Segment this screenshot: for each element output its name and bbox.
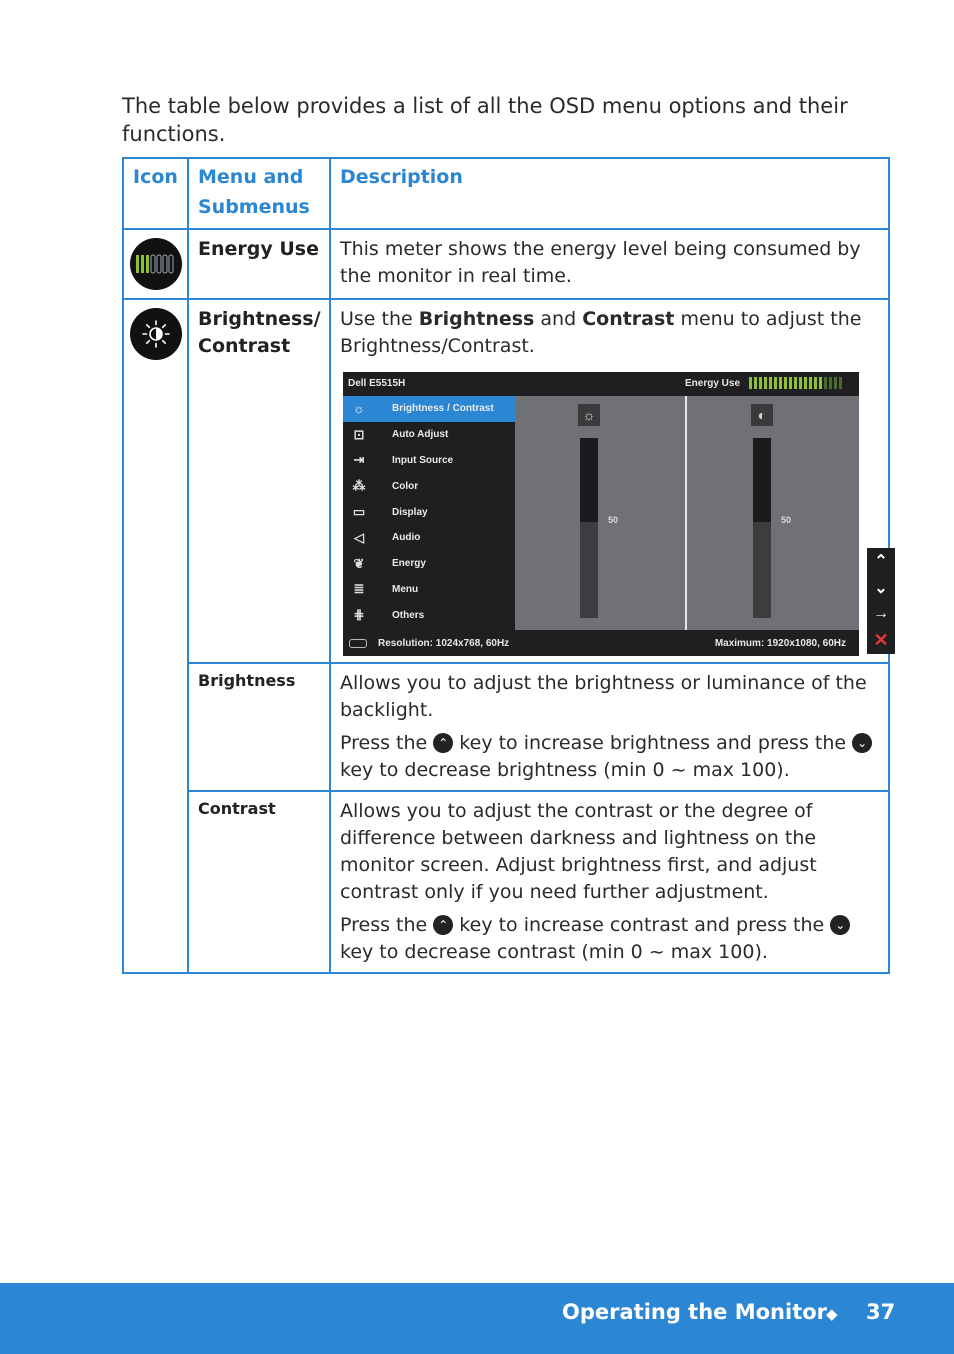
osd-menu-item[interactable] — [343, 577, 515, 603]
energy-segment — [769, 377, 772, 389]
table-header-row — [123, 158, 889, 229]
osd-energy-meter — [749, 377, 842, 389]
desc-brightness-contrast — [340, 306, 879, 360]
energy-segment — [799, 377, 802, 389]
table-row-brightness-contrast — [123, 299, 889, 663]
energy-segment — [819, 377, 822, 389]
osd-header — [343, 372, 859, 396]
osd-model: Dell E5515H — [348, 378, 406, 389]
osd-content-panel — [515, 396, 859, 630]
osd-menu-item[interactable] — [343, 499, 515, 525]
desc-brightness-p2b: key to increase brightness and press the — [453, 732, 853, 754]
energy-segment — [789, 377, 792, 389]
desc-brightness-p2c: key to decrease brightness (min 0 ~ max 100). — [340, 759, 790, 781]
desc-contrast-p2 — [340, 912, 879, 966]
osd-menu-list — [343, 396, 515, 630]
intro-text: The table below provides a list of all the OSD menu options and their functions. — [122, 94, 848, 146]
osd-menu-item[interactable] — [343, 551, 515, 577]
up-key-icon: ⌃ — [433, 733, 453, 753]
osd-contrast-icon: ◐ — [751, 404, 773, 426]
table-row-contrast — [123, 791, 889, 973]
cell-brightness-menu — [188, 663, 330, 791]
osd-menu-item[interactable] — [343, 396, 515, 422]
desc-contrast-p2c: key to decrease contrast (min 0 ~ max 100). — [340, 941, 768, 963]
energy-segment — [834, 377, 837, 389]
desc-bc-pre: Use the — [340, 308, 419, 330]
osd-menu-item-label: Energy — [392, 558, 426, 570]
header-description: Description — [330, 158, 889, 229]
leaf-icon: ❦ — [353, 555, 365, 571]
osd-menu-item[interactable] — [343, 448, 515, 474]
osd-key-panel — [867, 548, 895, 654]
energy-segment — [809, 377, 812, 389]
energy-segment — [829, 377, 832, 389]
diamond-icon: ◆ — [826, 1305, 838, 1323]
energy-segment — [814, 377, 817, 389]
energy-meter-icon — [130, 238, 182, 290]
osd-brightness-value: 50 — [608, 515, 619, 525]
energy-segment — [824, 377, 827, 389]
energy-segment — [759, 377, 762, 389]
header-menu: Menu and Submenus — [188, 158, 330, 229]
menu-brightness: Brightness — [198, 671, 296, 690]
color-dots-icon: ⁂ — [352, 478, 366, 494]
osd-energy-label: Energy Use — [685, 378, 741, 389]
cell-bc-desc — [330, 299, 889, 663]
cell-energy-desc — [330, 229, 889, 299]
table-row-brightness — [123, 663, 889, 791]
desc-bc-bold-contrast: Contrast — [582, 308, 675, 330]
osd-menu-item[interactable] — [343, 602, 515, 628]
energy-segment — [804, 377, 807, 389]
osd-menu-item[interactable] — [343, 422, 515, 448]
osd-menu-item-label: Input Source — [392, 454, 454, 466]
enter-arrow-icon[interactable]: → — [873, 605, 889, 623]
speaker-icon: ◁ — [354, 529, 364, 545]
osd-divider — [685, 396, 687, 630]
energy-segment — [749, 377, 752, 389]
osd-menu-item-label: Auto Adjust — [392, 429, 449, 441]
osd-menu-item-label: Others — [392, 609, 425, 621]
osd-menu-item[interactable] — [343, 525, 515, 551]
cell-bc-icon — [123, 299, 188, 973]
osd-menu-item[interactable] — [343, 473, 515, 499]
energy-segment — [764, 377, 767, 389]
osd-resolution: Resolution: 1024x768, 60Hz — [378, 638, 510, 649]
desc-bc-mid: and — [534, 308, 583, 330]
menu-brightness-contrast: Brightness/ Contrast — [198, 308, 321, 357]
menu-contrast: Contrast — [198, 799, 276, 818]
down-key-icon: ⌄ — [830, 915, 850, 935]
osd-menu-item-label: Audio — [392, 532, 421, 544]
osd-contrast-slider[interactable] — [753, 438, 771, 618]
header-icon: Icon — [123, 158, 188, 229]
down-key-icon: ⌄ — [852, 733, 872, 753]
energy-segment — [794, 377, 797, 389]
osd-menu-item-label: Brightness / Contrast — [392, 403, 494, 415]
energy-segment — [774, 377, 777, 389]
table-row-energy — [123, 229, 889, 299]
cell-contrast-desc — [330, 791, 889, 973]
osd-contrast-value: 50 — [781, 515, 792, 525]
cell-brightness-desc — [330, 663, 889, 791]
cell-bc-menu — [188, 299, 330, 663]
menu-list-icon: ≣ — [353, 581, 365, 597]
cell-contrast-menu — [188, 791, 330, 973]
energy-segment — [779, 377, 782, 389]
osd-options-table — [122, 157, 890, 974]
desc-bc-post: menu to adjust the Brightness/Contrast. — [340, 308, 862, 357]
brightness-contrast-icon — [130, 308, 182, 360]
osd-brightness-sun-icon: ☼ — [578, 404, 600, 426]
auto-adjust-icon: ⊡ — [353, 426, 365, 442]
energy-segment — [754, 377, 757, 389]
desc-bc-bold-brightness: Brightness — [418, 308, 535, 330]
sun-contrast-icon: ☼ — [353, 401, 365, 417]
display-icon: ▭ — [352, 504, 366, 520]
desc-contrast-p1: Allows you to adjust the contrast or the degree of difference between darkness and lightness on the monitor screen. Adjust brightness first, and adjust contrast only if you need further adjustment. — [340, 800, 817, 903]
up-arrow-icon[interactable]: ⌃ — [874, 553, 888, 571]
energy-segment — [839, 377, 842, 389]
down-arrow-icon[interactable]: ⌄ — [874, 579, 888, 597]
osd-footer — [343, 630, 859, 656]
page-number: 37 — [866, 1300, 896, 1324]
desc-brightness-p2a: Press the — [340, 732, 434, 754]
energy-segment — [784, 377, 787, 389]
menu-energy-use: Energy Use — [198, 238, 319, 260]
desc-energy-use: This meter shows the energy level being consumed by the monitor in real time. — [340, 238, 861, 287]
osd-menu-item-label: Color — [392, 480, 419, 492]
osd-menu-item-label: Menu — [392, 583, 419, 595]
vga-connector-icon — [349, 639, 367, 648]
osd-maximum: Maximum: 1920x1080, 60Hz — [714, 638, 846, 649]
desc-brightness-p1: Allows you to adjust the brightness or luminance of the backlight. — [340, 672, 867, 721]
exit-x-icon[interactable]: ✕ — [873, 630, 889, 651]
desc-brightness-p2 — [340, 730, 879, 784]
cell-energy-menu — [188, 229, 330, 299]
input-source-icon: ⇥ — [353, 452, 365, 468]
sliders-icon: ⋕ — [353, 607, 365, 623]
osd-brightness-slider[interactable] — [580, 438, 598, 618]
cell-energy-icon — [123, 229, 188, 299]
osd-screenshot — [343, 372, 889, 656]
page-footer — [0, 1283, 954, 1354]
osd-menu-item-label: Display — [392, 506, 428, 518]
desc-contrast-p2b: key to increase contrast and press the — [453, 914, 831, 936]
desc-contrast-p2a: Press the — [340, 914, 434, 936]
up-key-icon: ⌃ — [433, 915, 453, 935]
footer-section-title: Operating the Monitor — [562, 1300, 828, 1324]
